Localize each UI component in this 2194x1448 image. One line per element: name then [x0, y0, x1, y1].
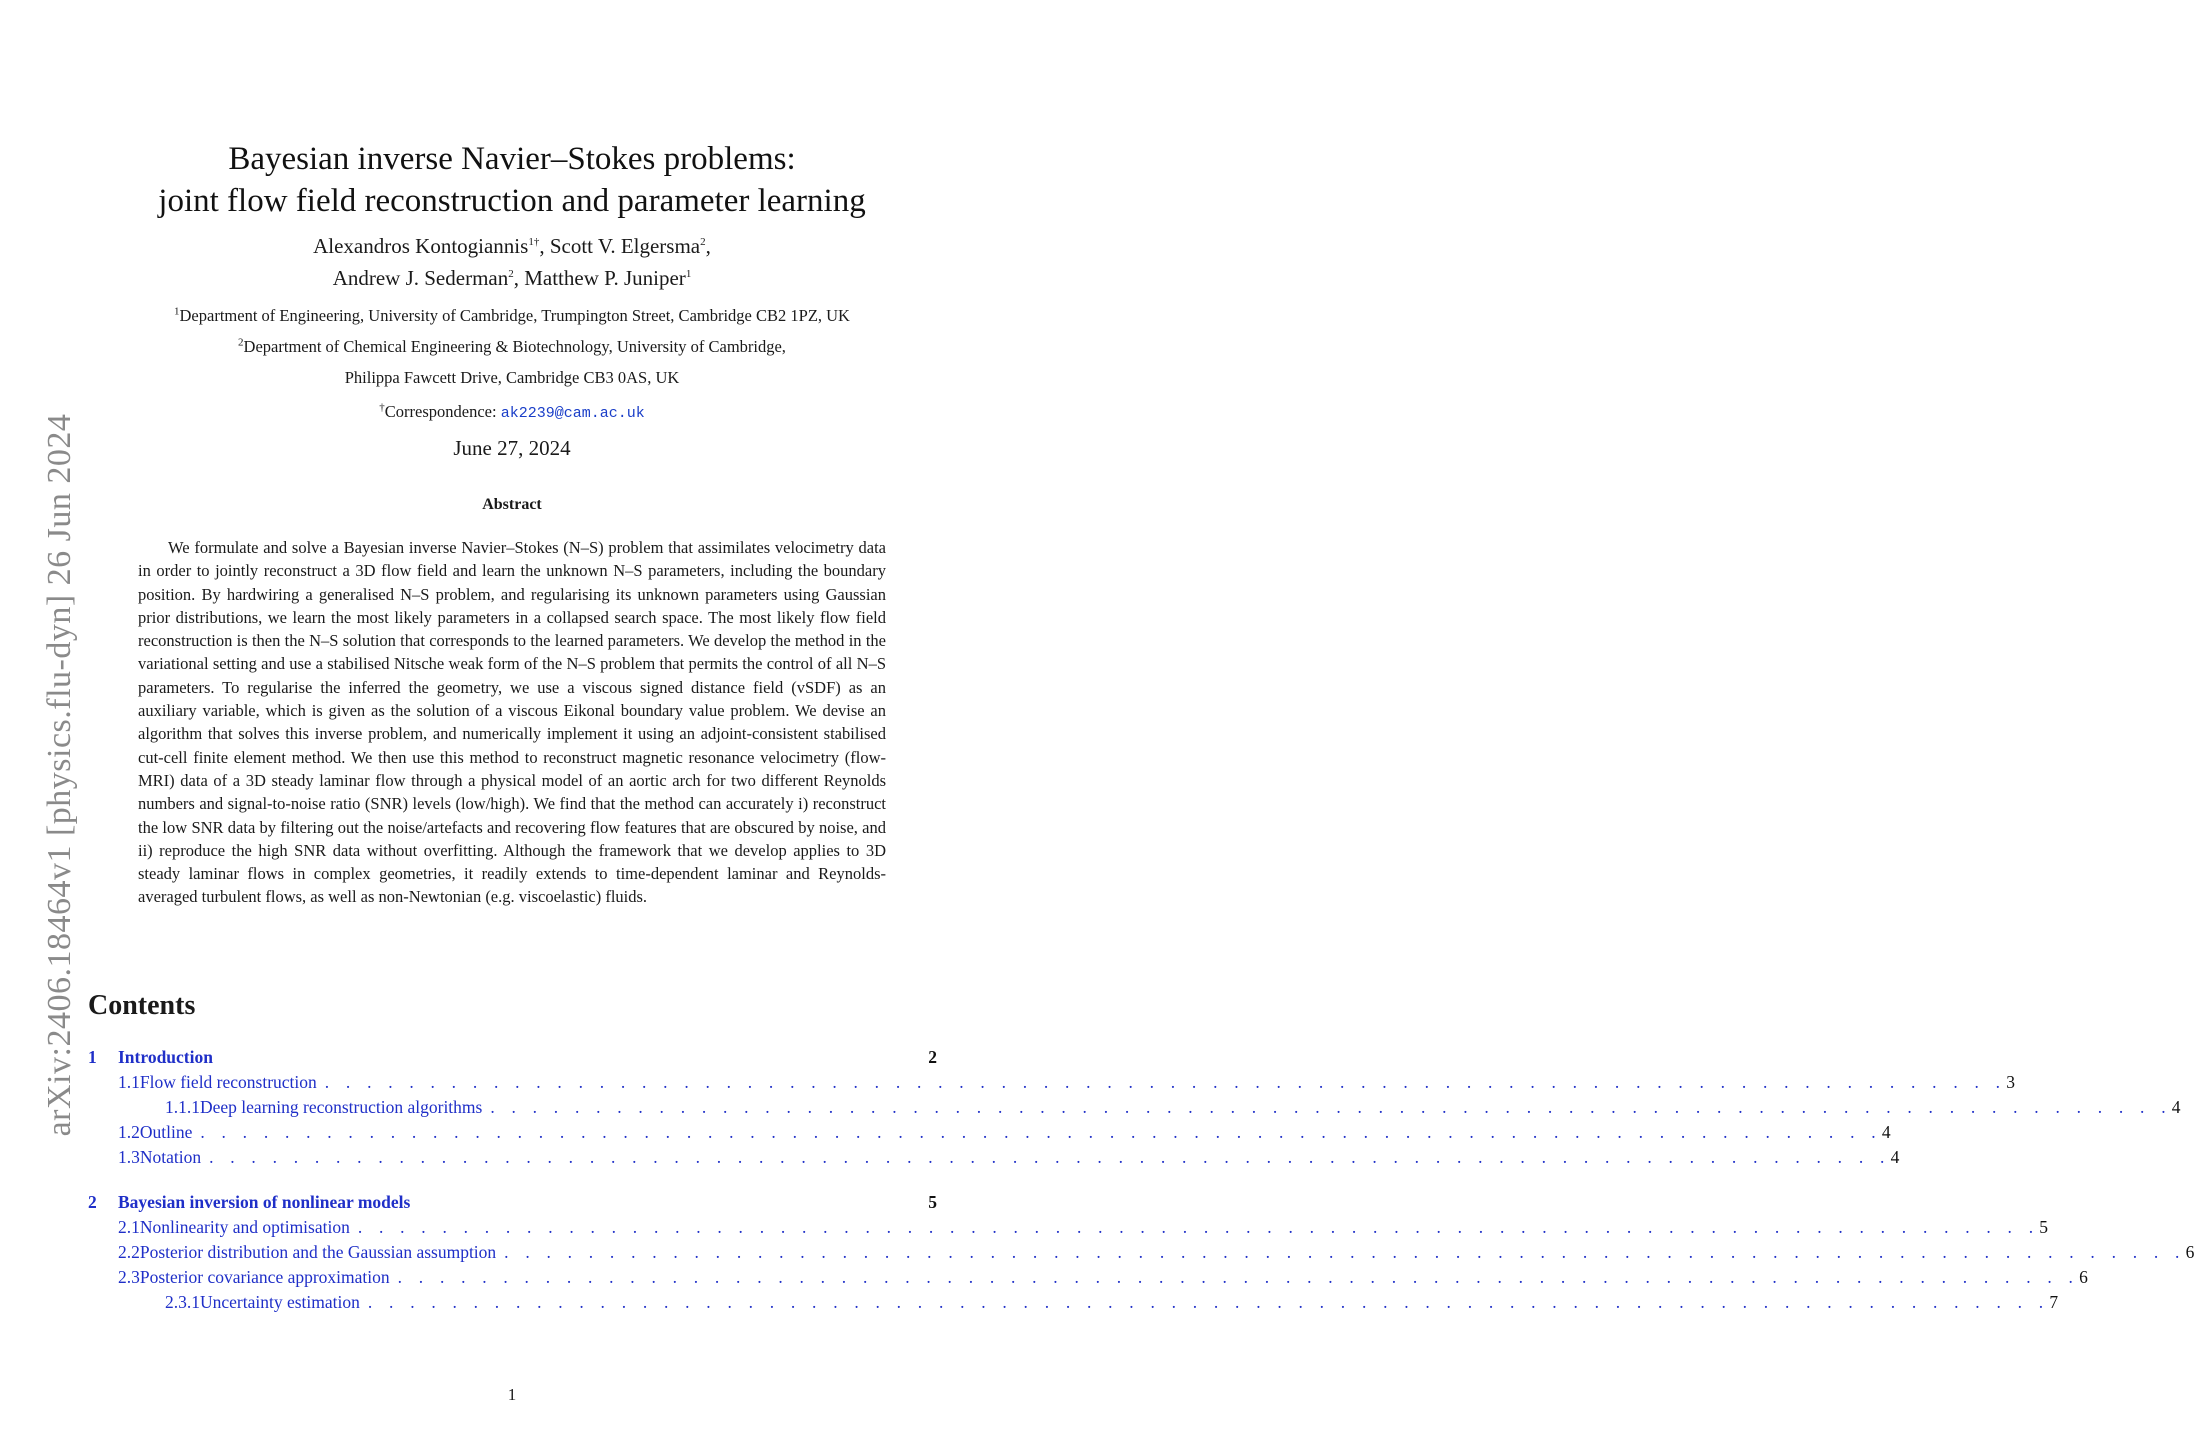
toc-entry-page: 4: [1881, 1122, 1891, 1142]
toc-entry-page: 5: [2039, 1217, 2049, 1237]
affiliation-1: [0, 300, 1024, 331]
author-affil-marker: 1: [685, 268, 692, 280]
toc-entry-page: 7: [2049, 1292, 2059, 1312]
toc-entry[interactable]: [88, 1290, 2059, 1315]
corr-marker: †: [379, 401, 385, 414]
toc-entry-link[interactable]: Posterior distribution and the Gaussian assumption: [139, 1242, 497, 1262]
affil-marker: 1: [174, 305, 180, 318]
toc-leader-dots: . . . . . . . . . . . . . . . . . . . . . . . . . . . . . . . . . . . . . . . . . . . . . . . . . . . . . . . . . . . . . . . . . . . . . . . . . . . . . . . .: [490, 1097, 2172, 1117]
author-affil-marker: 2: [700, 236, 706, 248]
toc-entry-number: 2.3: [118, 1267, 140, 1287]
publication-date: June 27, 2024: [453, 436, 571, 460]
toc-entry-number: 2.2: [118, 1242, 140, 1262]
toc-entry-link[interactable]: Notation: [139, 1147, 202, 1167]
toc-entry-page: 5: [928, 1192, 937, 1212]
toc-leader-dots: . . . . . . . . . . . . . . . . . . . . . . . . . . . . . . . . . . . . . . . . . . . . . . . . . . . . . . . . . . . . . . . . . . . . . . . . . . . . . . . .: [209, 1147, 1891, 1167]
toc-entry-link[interactable]: Outline: [139, 1122, 193, 1142]
toc-section[interactable]: [88, 1045, 937, 1070]
affiliation-2-line-2: Philippa Fawcett Drive, Cambridge CB3 0AS, UK: [344, 368, 680, 387]
toc-entry-page: 2: [928, 1047, 937, 1067]
toc-leader-dots: . . . . . . . . . . . . . . . . . . . . . . . . . . . . . . . . . . . . . . . . . . . . . . . . . . . . . . . . . . . . . . . . . . . . . . . . . . . . . . . .: [397, 1267, 2080, 1287]
abstract-body: We formulate and solve a Bayesian inverse Navier–Stokes (N–S) problem that assimilates velocimetry data in order to jointly reconstruct a 3D flow field and learn the unknown N–S parameters, including the boundary position. By hardwiring a generalised N–S problem, and regularising its unknown parameters using Gaussian prior distributions, we learn the most likely parameters in a collapsed search space. The most likely flow field reconstruction is then the N–S solution that corresponds to the learned parameters. We develop the method in the variational setting and use a stabilised Nitsche weak form of the N–S problem that permits the control of all N–S parameters. To regularise the inferred the geometry, we use a viscous signed distance field (vSDF) as an auxiliary variable, which is given as the solution of a viscous Eikonal boundary value problem. We devise an algorithm that solves this inverse problem, and numerically implement it using an adjoint-consistent stabilised cut-cell finite element method. We then use this method to reconstruct magnetic resonance velocimetry (flow-MRI) data of a 3D steady laminar flow through a physical model of an aortic arch for two different Reynolds numbers and signal-to-noise ratio (SNR) levels (low/high). We find that the method can accurately i) reconstruct the low SNR data by filtering out the noise/artefacts and recovering flow features that are obscured by noise, and ii) reproduce the high SNR data without overfitting. Although the framework that we develop applies to 3D steady laminar flows in complex geometries, it readily extends to time-dependent laminar and Reynolds-averaged turbulent flows, as well as non-Newtonian (e.g. viscoelastic) fluids.: [138, 538, 886, 907]
toc-entry[interactable]: [88, 1145, 1900, 1170]
authors-line-2: [0, 262, 1024, 294]
abstract-heading: Abstract: [482, 496, 542, 513]
table-of-contents: [88, 1045, 2194, 1315]
title-line-2: joint flow field reconstruction and parameter learning: [158, 183, 866, 219]
toc-entry-link[interactable]: Posterior covariance approximation: [139, 1267, 390, 1287]
toc-entry-number: 2.3.1: [165, 1292, 200, 1312]
toc-entry-link[interactable]: Bayesian inversion of nonlinear models: [118, 1192, 411, 1212]
toc-entry-link[interactable]: Flow field reconstruction: [139, 1072, 317, 1092]
corr-label: Correspondence:: [384, 402, 501, 421]
toc-entry-number: 1.2: [118, 1122, 140, 1142]
toc-entry-page: 4: [2171, 1097, 2181, 1117]
author-name: Alexandros Kontogiannis: [313, 234, 529, 258]
toc-entry-page: 3: [2006, 1072, 2015, 1092]
toc-section[interactable]: [88, 1190, 937, 1215]
toc-entry-number: 1.1: [118, 1072, 140, 1092]
author-affil-marker: 2: [508, 268, 514, 280]
toc-entry-page: 6: [2185, 1242, 2194, 1262]
author-name: Andrew J. Sederman: [332, 266, 509, 290]
toc-entry-number: 1.1.1: [165, 1097, 200, 1117]
toc-leader-dots: . . . . . . . . . . . . . . . . . . . . . . . . . . . . . . . . . . . . . . . . . . . . . . . . . . . . . . . . . . . . . . . . . . . . . . . . . . . . . . . .: [200, 1122, 1882, 1142]
toc-entry-number: 2: [88, 1192, 97, 1212]
toc-leader-dots: [213, 1045, 913, 1070]
toc-leader-dots: . . . . . . . . . . . . . . . . . . . . . . . . . . . . . . . . . . . . . . . . . . . . . . . . . . . . . . . . . . . . . . . . . . . . . . . . . . . . . . . .: [367, 1292, 2050, 1312]
toc-leader-dots: [410, 1190, 913, 1215]
title-line-1: Bayesian inverse Navier–Stokes problems:: [228, 141, 796, 177]
affil-text: Department of Chemical Engineering & Biotechnology, University of Cambridge,: [243, 337, 786, 356]
toc-entry-number: 1.3: [118, 1147, 140, 1167]
toc-entry[interactable]: [88, 1215, 2049, 1240]
paper-title: [0, 138, 1024, 222]
toc-entry[interactable]: [88, 1070, 2015, 1095]
toc-entry-link[interactable]: Nonlinearity and optimisation: [139, 1217, 350, 1237]
author-separator: ,: [705, 234, 711, 258]
arxiv-stamp-text: arXiv:2406.18464v1 [physics.flu-dyn] 26 Jun 2024: [41, 413, 78, 1137]
contents-heading: Contents: [88, 990, 196, 1021]
toc-entry-link[interactable]: Deep learning reconstruction algorithms: [200, 1097, 483, 1117]
toc-entry-link[interactable]: Uncertainty estimation: [200, 1292, 360, 1312]
author-name: , Matthew P. Juniper: [513, 266, 686, 290]
toc-leader-dots: . . . . . . . . . . . . . . . . . . . . . . . . . . . . . . . . . . . . . . . . . . . . . . . . . . . . . . . . . . . . . . . . . . . . . . . . . . . . . . . .: [504, 1242, 2186, 1262]
toc-entry-link[interactable]: Introduction: [118, 1047, 213, 1067]
correspondence: [0, 396, 1024, 429]
affiliation-2: [0, 331, 1024, 362]
author-list: [0, 230, 1024, 294]
toc-entry-page: 4: [1890, 1147, 1900, 1167]
author-name: , Scott V. Elgersma: [539, 234, 701, 258]
toc-leader-dots: . . . . . . . . . . . . . . . . . . . . . . . . . . . . . . . . . . . . . . . . . . . . . . . . . . . . . . . . . . . . . . . . . . . . . . . . . . . . . . . .: [324, 1072, 2007, 1092]
toc-entry[interactable]: [88, 1240, 2194, 1265]
authors-line-1: [0, 230, 1024, 262]
toc-entry-number: 2.1: [118, 1217, 140, 1237]
email-link[interactable]: ak2239@cam.ac.uk: [500, 405, 645, 422]
author-affil-marker: 1†: [528, 236, 540, 248]
toc-entry-number: 1: [88, 1047, 97, 1067]
page-number: 1: [507, 1385, 517, 1404]
affil-text: Department of Engineering, University of Cambridge, Trumpington Street, Cambridge CB2 1PZ, UK: [179, 306, 850, 325]
toc-entry[interactable]: [88, 1265, 2088, 1290]
toc-leader-dots: . . . . . . . . . . . . . . . . . . . . . . . . . . . . . . . . . . . . . . . . . . . . . . . . . . . . . . . . . . . . . . . . . . . . . . . . . . . . . . . .: [357, 1217, 2040, 1237]
toc-entry-page: 6: [2079, 1267, 2088, 1287]
toc-entry[interactable]: [88, 1120, 1891, 1145]
affil-marker: 2: [238, 336, 244, 349]
toc-entry[interactable]: [88, 1095, 2181, 1120]
